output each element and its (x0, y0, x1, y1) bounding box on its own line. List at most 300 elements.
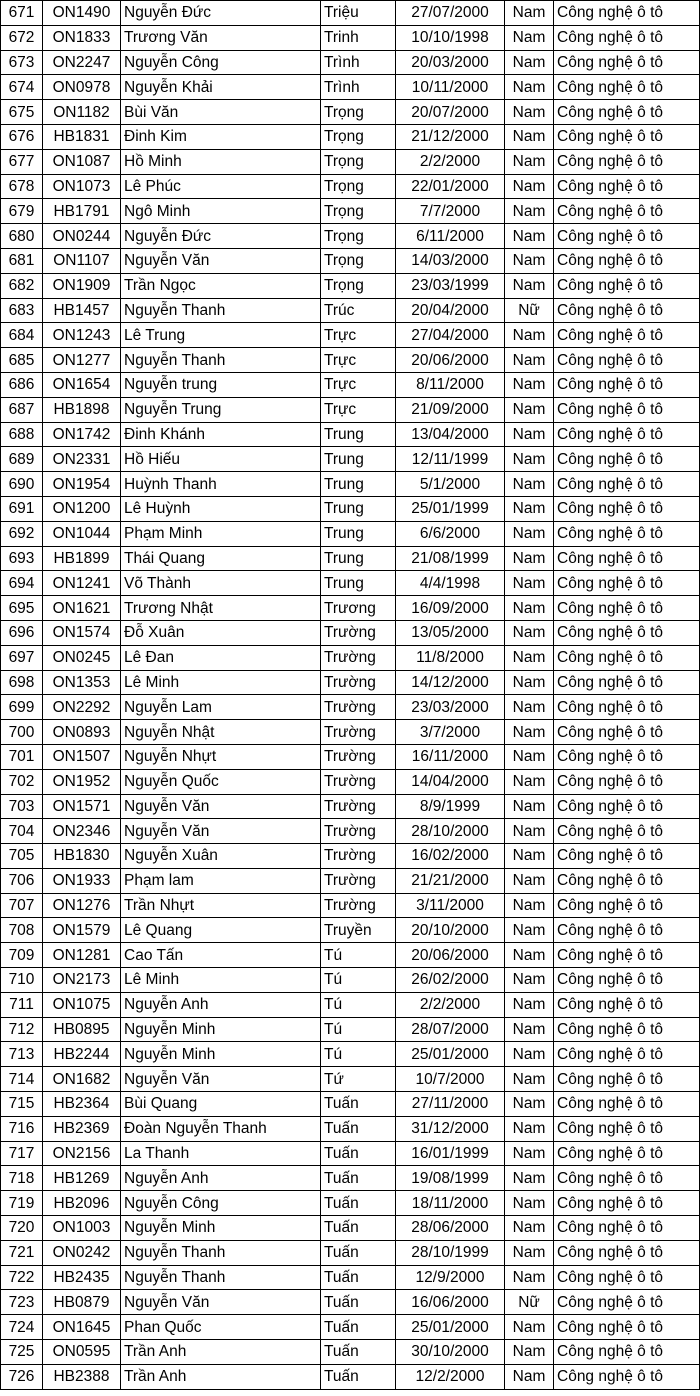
birth-date-cell: 14/03/2000 (396, 248, 505, 273)
first-name-cell: Trực (321, 372, 396, 397)
gender-cell: Nam (505, 620, 554, 645)
last-name-cell: Lê Trung (121, 323, 321, 348)
row-number-cell: 724 (1, 1315, 43, 1340)
row-number-cell: 694 (1, 571, 43, 596)
last-name-cell: Lê Huỳnh (121, 496, 321, 521)
first-name-cell: Trương (321, 596, 396, 621)
birth-date-cell: 21/09/2000 (396, 397, 505, 422)
table-row (1, 273, 700, 298)
row-number-cell: 676 (1, 124, 43, 149)
last-name-cell: Hồ Minh (121, 149, 321, 174)
major-cell: Công nghệ ô tô (554, 844, 700, 869)
birth-date-cell: 19/08/1999 (396, 1166, 505, 1191)
table-body (1, 1, 700, 1390)
row-number-cell: 687 (1, 397, 43, 422)
last-name-cell: Nguyễn Văn (121, 1067, 321, 1092)
table-row (1, 124, 700, 149)
gender-cell: Nam (505, 918, 554, 943)
student-id-cell: ON1490 (43, 1, 121, 26)
gender-cell: Nam (505, 695, 554, 720)
row-number-cell: 677 (1, 149, 43, 174)
major-cell: Công nghệ ô tô (554, 596, 700, 621)
row-number-cell: 702 (1, 769, 43, 794)
student-id-cell: ON0245 (43, 645, 121, 670)
row-number-cell: 688 (1, 422, 43, 447)
table-row (1, 720, 700, 745)
major-cell: Công nghệ ô tô (554, 1340, 700, 1365)
last-name-cell: Trương Nhật (121, 596, 321, 621)
major-cell: Công nghệ ô tô (554, 769, 700, 794)
major-cell: Công nghệ ô tô (554, 50, 700, 75)
row-number-cell: 699 (1, 695, 43, 720)
major-cell: Công nghệ ô tô (554, 124, 700, 149)
birth-date-cell: 20/04/2000 (396, 298, 505, 323)
first-name-cell: Tuấn (321, 1240, 396, 1265)
row-number-cell: 713 (1, 1042, 43, 1067)
birth-date-cell: 25/01/1999 (396, 496, 505, 521)
row-number-cell: 686 (1, 372, 43, 397)
student-id-cell: HB1899 (43, 546, 121, 571)
major-cell: Công nghệ ô tô (554, 868, 700, 893)
birth-date-cell: 16/02/2000 (396, 844, 505, 869)
major-cell: Công nghệ ô tô (554, 1116, 700, 1141)
birth-date-cell: 2/2/2000 (396, 149, 505, 174)
student-id-cell: HB1831 (43, 124, 121, 149)
table-row (1, 1216, 700, 1241)
major-cell: Công nghệ ô tô (554, 372, 700, 397)
row-number-cell: 684 (1, 323, 43, 348)
last-name-cell: Nguyễn Minh (121, 1017, 321, 1042)
birth-date-cell: 14/04/2000 (396, 769, 505, 794)
table-row (1, 943, 700, 968)
birth-date-cell: 8/11/2000 (396, 372, 505, 397)
student-id-cell: ON1574 (43, 620, 121, 645)
student-id-cell: ON1353 (43, 670, 121, 695)
gender-cell: Nam (505, 1092, 554, 1117)
major-cell: Công nghệ ô tô (554, 695, 700, 720)
row-number-cell: 673 (1, 50, 43, 75)
first-name-cell: Trường (321, 769, 396, 794)
gender-cell: Nam (505, 571, 554, 596)
last-name-cell: Hồ Hiếu (121, 447, 321, 472)
first-name-cell: Truyền (321, 918, 396, 943)
student-id-cell: ON1507 (43, 744, 121, 769)
student-id-cell: ON1003 (43, 1216, 121, 1241)
gender-cell: Nam (505, 323, 554, 348)
student-id-cell: HB2364 (43, 1092, 121, 1117)
first-name-cell: Trọng (321, 100, 396, 125)
student-id-cell: ON1571 (43, 794, 121, 819)
major-cell: Công nghệ ô tô (554, 100, 700, 125)
row-number-cell: 719 (1, 1191, 43, 1216)
gender-cell: Nam (505, 1340, 554, 1365)
table-row (1, 323, 700, 348)
table-row (1, 298, 700, 323)
major-cell: Công nghệ ô tô (554, 149, 700, 174)
student-id-cell: ON1200 (43, 496, 121, 521)
table-row (1, 372, 700, 397)
gender-cell: Nữ (505, 1290, 554, 1315)
birth-date-cell: 26/02/2000 (396, 968, 505, 993)
table-row (1, 918, 700, 943)
last-name-cell: Trần Anh (121, 1340, 321, 1365)
first-name-cell: Tú (321, 943, 396, 968)
first-name-cell: Tuấn (321, 1340, 396, 1365)
last-name-cell: Ngô Minh (121, 199, 321, 224)
first-name-cell: Trình (321, 50, 396, 75)
birth-date-cell: 2/2/2000 (396, 992, 505, 1017)
row-number-cell: 712 (1, 1017, 43, 1042)
first-name-cell: Tú (321, 1017, 396, 1042)
student-id-cell: ON1276 (43, 893, 121, 918)
last-name-cell: Nguyễn Anh (121, 992, 321, 1017)
row-number-cell: 690 (1, 472, 43, 497)
last-name-cell: Bùi Quang (121, 1092, 321, 1117)
gender-cell: Nam (505, 596, 554, 621)
table-row (1, 1191, 700, 1216)
gender-cell: Nam (505, 794, 554, 819)
student-id-cell: HB2435 (43, 1265, 121, 1290)
row-number-cell: 672 (1, 25, 43, 50)
table-row (1, 100, 700, 125)
last-name-cell: Huỳnh Thanh (121, 472, 321, 497)
row-number-cell: 714 (1, 1067, 43, 1092)
row-number-cell: 675 (1, 100, 43, 125)
first-name-cell: Trọng (321, 149, 396, 174)
table-row (1, 844, 700, 869)
last-name-cell: Đoàn Nguyễn Thanh (121, 1116, 321, 1141)
major-cell: Công nghệ ô tô (554, 720, 700, 745)
row-number-cell: 689 (1, 447, 43, 472)
major-cell: Công nghệ ô tô (554, 397, 700, 422)
last-name-cell: Đinh Kim (121, 124, 321, 149)
major-cell: Công nghệ ô tô (554, 1092, 700, 1117)
row-number-cell: 722 (1, 1265, 43, 1290)
table-row (1, 1141, 700, 1166)
last-name-cell: Nguyễn Anh (121, 1166, 321, 1191)
last-name-cell: Cao Tấn (121, 943, 321, 968)
row-number-cell: 691 (1, 496, 43, 521)
first-name-cell: Trung (321, 521, 396, 546)
major-cell: Công nghệ ô tô (554, 298, 700, 323)
gender-cell: Nam (505, 1216, 554, 1241)
birth-date-cell: 12/11/1999 (396, 447, 505, 472)
student-id-cell: ON0595 (43, 1340, 121, 1365)
birth-date-cell: 27/07/2000 (396, 1, 505, 26)
first-name-cell: Trọng (321, 248, 396, 273)
birth-date-cell: 27/11/2000 (396, 1092, 505, 1117)
gender-cell: Nam (505, 149, 554, 174)
first-name-cell: Trình (321, 75, 396, 100)
birth-date-cell: 21/21/2000 (396, 868, 505, 893)
table-row (1, 447, 700, 472)
gender-cell: Nam (505, 100, 554, 125)
last-name-cell: Nguyễn Công (121, 50, 321, 75)
table-row (1, 149, 700, 174)
student-id-cell: HB0879 (43, 1290, 121, 1315)
last-name-cell: Võ Thành (121, 571, 321, 596)
last-name-cell: Trương Văn (121, 25, 321, 50)
row-number-cell: 685 (1, 348, 43, 373)
row-number-cell: 683 (1, 298, 43, 323)
row-number-cell: 718 (1, 1166, 43, 1191)
birth-date-cell: 16/11/2000 (396, 744, 505, 769)
major-cell: Công nghệ ô tô (554, 521, 700, 546)
birth-date-cell: 11/8/2000 (396, 645, 505, 670)
birth-date-cell: 12/2/2000 (396, 1364, 505, 1389)
birth-date-cell: 21/08/1999 (396, 546, 505, 571)
student-id-cell: HB0895 (43, 1017, 121, 1042)
major-cell: Công nghệ ô tô (554, 1191, 700, 1216)
birth-date-cell: 12/9/2000 (396, 1265, 505, 1290)
first-name-cell: Trường (321, 620, 396, 645)
student-id-cell: HB1269 (43, 1166, 121, 1191)
gender-cell: Nam (505, 496, 554, 521)
major-cell: Công nghệ ô tô (554, 645, 700, 670)
first-name-cell: Trực (321, 348, 396, 373)
row-number-cell: 680 (1, 224, 43, 249)
student-id-cell: ON1933 (43, 868, 121, 893)
row-number-cell: 678 (1, 174, 43, 199)
gender-cell: Nam (505, 670, 554, 695)
major-cell: Công nghệ ô tô (554, 224, 700, 249)
gender-cell: Nam (505, 521, 554, 546)
student-id-cell: ON1182 (43, 100, 121, 125)
table-row (1, 496, 700, 521)
row-number-cell: 696 (1, 620, 43, 645)
student-id-cell: HB1830 (43, 844, 121, 869)
major-cell: Công nghệ ô tô (554, 620, 700, 645)
row-number-cell: 692 (1, 521, 43, 546)
table-row (1, 893, 700, 918)
row-number-cell: 671 (1, 1, 43, 26)
major-cell: Công nghệ ô tô (554, 943, 700, 968)
last-name-cell: Nguyễn Nhựt (121, 744, 321, 769)
table-row (1, 620, 700, 645)
student-id-cell: ON1241 (43, 571, 121, 596)
table-row (1, 769, 700, 794)
last-name-cell: Phan Quốc (121, 1315, 321, 1340)
birth-date-cell: 20/07/2000 (396, 100, 505, 125)
first-name-cell: Tú (321, 1042, 396, 1067)
first-name-cell: Tuấn (321, 1265, 396, 1290)
major-cell: Công nghệ ô tô (554, 1290, 700, 1315)
birth-date-cell: 22/01/2000 (396, 174, 505, 199)
major-cell: Công nghệ ô tô (554, 893, 700, 918)
first-name-cell: Trọng (321, 124, 396, 149)
last-name-cell: Nguyễn Quốc (121, 769, 321, 794)
row-number-cell: 725 (1, 1340, 43, 1365)
student-id-cell: HB1791 (43, 199, 121, 224)
gender-cell: Nam (505, 273, 554, 298)
gender-cell: Nam (505, 174, 554, 199)
student-id-cell: ON0893 (43, 720, 121, 745)
birth-date-cell: 10/7/2000 (396, 1067, 505, 1092)
student-id-cell: ON1833 (43, 25, 121, 50)
birth-date-cell: 25/01/2000 (396, 1315, 505, 1340)
student-id-cell: HB1457 (43, 298, 121, 323)
first-name-cell: Trọng (321, 273, 396, 298)
student-id-cell: ON1044 (43, 521, 121, 546)
gender-cell: Nam (505, 645, 554, 670)
birth-date-cell: 10/11/2000 (396, 75, 505, 100)
table-row (1, 1265, 700, 1290)
birth-date-cell: 3/7/2000 (396, 720, 505, 745)
first-name-cell: Tuấn (321, 1092, 396, 1117)
gender-cell: Nam (505, 744, 554, 769)
gender-cell: Nam (505, 25, 554, 50)
row-number-cell: 708 (1, 918, 43, 943)
first-name-cell: Trọng (321, 199, 396, 224)
first-name-cell: Tuấn (321, 1364, 396, 1389)
major-cell: Công nghệ ô tô (554, 199, 700, 224)
first-name-cell: Trường (321, 645, 396, 670)
first-name-cell: Trường (321, 744, 396, 769)
first-name-cell: Tuấn (321, 1216, 396, 1241)
table-row (1, 744, 700, 769)
major-cell: Công nghệ ô tô (554, 1240, 700, 1265)
gender-cell: Nam (505, 1067, 554, 1092)
first-name-cell: Trực (321, 397, 396, 422)
table-row (1, 1166, 700, 1191)
table-row (1, 1116, 700, 1141)
student-id-cell: HB1898 (43, 397, 121, 422)
student-id-cell: ON1277 (43, 348, 121, 373)
birth-date-cell: 28/06/2000 (396, 1216, 505, 1241)
major-cell: Công nghệ ô tô (554, 1067, 700, 1092)
major-cell: Công nghệ ô tô (554, 472, 700, 497)
last-name-cell: Nguyễn trung (121, 372, 321, 397)
student-id-cell: ON1909 (43, 273, 121, 298)
major-cell: Công nghệ ô tô (554, 174, 700, 199)
major-cell: Công nghệ ô tô (554, 546, 700, 571)
first-name-cell: Trường (321, 893, 396, 918)
first-name-cell: Trung (321, 422, 396, 447)
table-row (1, 224, 700, 249)
table-row (1, 1017, 700, 1042)
major-cell: Công nghệ ô tô (554, 447, 700, 472)
student-id-cell: ON2247 (43, 50, 121, 75)
last-name-cell: Nguyễn Xuân (121, 844, 321, 869)
first-name-cell: Trường (321, 695, 396, 720)
major-cell: Công nghệ ô tô (554, 1216, 700, 1241)
major-cell: Công nghệ ô tô (554, 1364, 700, 1389)
birth-date-cell: 13/05/2000 (396, 620, 505, 645)
birth-date-cell: 5/1/2000 (396, 472, 505, 497)
last-name-cell: Trần Anh (121, 1364, 321, 1389)
last-name-cell: Nguyễn Đức (121, 224, 321, 249)
student-id-cell: HB2388 (43, 1364, 121, 1389)
birth-date-cell: 27/04/2000 (396, 323, 505, 348)
major-cell: Công nghệ ô tô (554, 348, 700, 373)
major-cell: Công nghệ ô tô (554, 918, 700, 943)
last-name-cell: Phạm lam (121, 868, 321, 893)
major-cell: Công nghệ ô tô (554, 273, 700, 298)
gender-cell: Nam (505, 348, 554, 373)
student-id-cell: ON1087 (43, 149, 121, 174)
table-row (1, 992, 700, 1017)
first-name-cell: Trọng (321, 174, 396, 199)
table-row (1, 50, 700, 75)
last-name-cell: Nguyễn Thanh (121, 1240, 321, 1265)
gender-cell: Nam (505, 992, 554, 1017)
first-name-cell: Trung (321, 546, 396, 571)
table-row (1, 25, 700, 50)
table-row (1, 75, 700, 100)
first-name-cell: Tứ (321, 1067, 396, 1092)
first-name-cell: Tuấn (321, 1141, 396, 1166)
student-id-cell: ON1243 (43, 323, 121, 348)
row-number-cell: 695 (1, 596, 43, 621)
major-cell: Công nghệ ô tô (554, 670, 700, 695)
last-name-cell: Nguyễn Minh (121, 1216, 321, 1241)
row-number-cell: 705 (1, 844, 43, 869)
gender-cell: Nam (505, 1017, 554, 1042)
gender-cell: Nam (505, 893, 554, 918)
last-name-cell: Đỗ Xuân (121, 620, 321, 645)
table-row (1, 521, 700, 546)
gender-cell: Nam (505, 372, 554, 397)
major-cell: Công nghệ ô tô (554, 323, 700, 348)
last-name-cell: Lê Đan (121, 645, 321, 670)
gender-cell: Nam (505, 1116, 554, 1141)
student-id-cell: ON1107 (43, 248, 121, 273)
last-name-cell: Nguyễn Khải (121, 75, 321, 100)
last-name-cell: Nguyễn Lam (121, 695, 321, 720)
last-name-cell: Nguyễn Minh (121, 1042, 321, 1067)
last-name-cell: Nguyễn Trung (121, 397, 321, 422)
gender-cell: Nam (505, 844, 554, 869)
gender-cell: Nam (505, 1, 554, 26)
table-row (1, 422, 700, 447)
student-id-cell: ON1579 (43, 918, 121, 943)
student-id-cell: ON1073 (43, 174, 121, 199)
row-number-cell: 711 (1, 992, 43, 1017)
birth-date-cell: 20/06/2000 (396, 348, 505, 373)
row-number-cell: 679 (1, 199, 43, 224)
gender-cell: Nam (505, 1265, 554, 1290)
last-name-cell: Nguyễn Văn (121, 794, 321, 819)
birth-date-cell: 10/10/1998 (396, 25, 505, 50)
first-name-cell: Tú (321, 968, 396, 993)
last-name-cell: Lê Phúc (121, 174, 321, 199)
major-cell: Công nghệ ô tô (554, 422, 700, 447)
table-row (1, 596, 700, 621)
student-id-cell: ON2292 (43, 695, 121, 720)
row-number-cell: 682 (1, 273, 43, 298)
birth-date-cell: 16/06/2000 (396, 1290, 505, 1315)
row-number-cell: 723 (1, 1290, 43, 1315)
major-cell: Công nghệ ô tô (554, 248, 700, 273)
gender-cell: Nam (505, 248, 554, 273)
last-name-cell: Lê Quang (121, 918, 321, 943)
table-row (1, 819, 700, 844)
gender-cell: Nam (505, 769, 554, 794)
first-name-cell: Trường (321, 670, 396, 695)
birth-date-cell: 21/12/2000 (396, 124, 505, 149)
birth-date-cell: 3/11/2000 (396, 893, 505, 918)
major-cell: Công nghệ ô tô (554, 1315, 700, 1340)
first-name-cell: Tuấn (321, 1166, 396, 1191)
row-number-cell: 693 (1, 546, 43, 571)
last-name-cell: Lê Minh (121, 670, 321, 695)
first-name-cell: Trung (321, 496, 396, 521)
gender-cell: Nam (505, 1042, 554, 1067)
table-row (1, 1315, 700, 1340)
gender-cell: Nam (505, 819, 554, 844)
last-name-cell: Trần Nhựt (121, 893, 321, 918)
birth-date-cell: 7/7/2000 (396, 199, 505, 224)
